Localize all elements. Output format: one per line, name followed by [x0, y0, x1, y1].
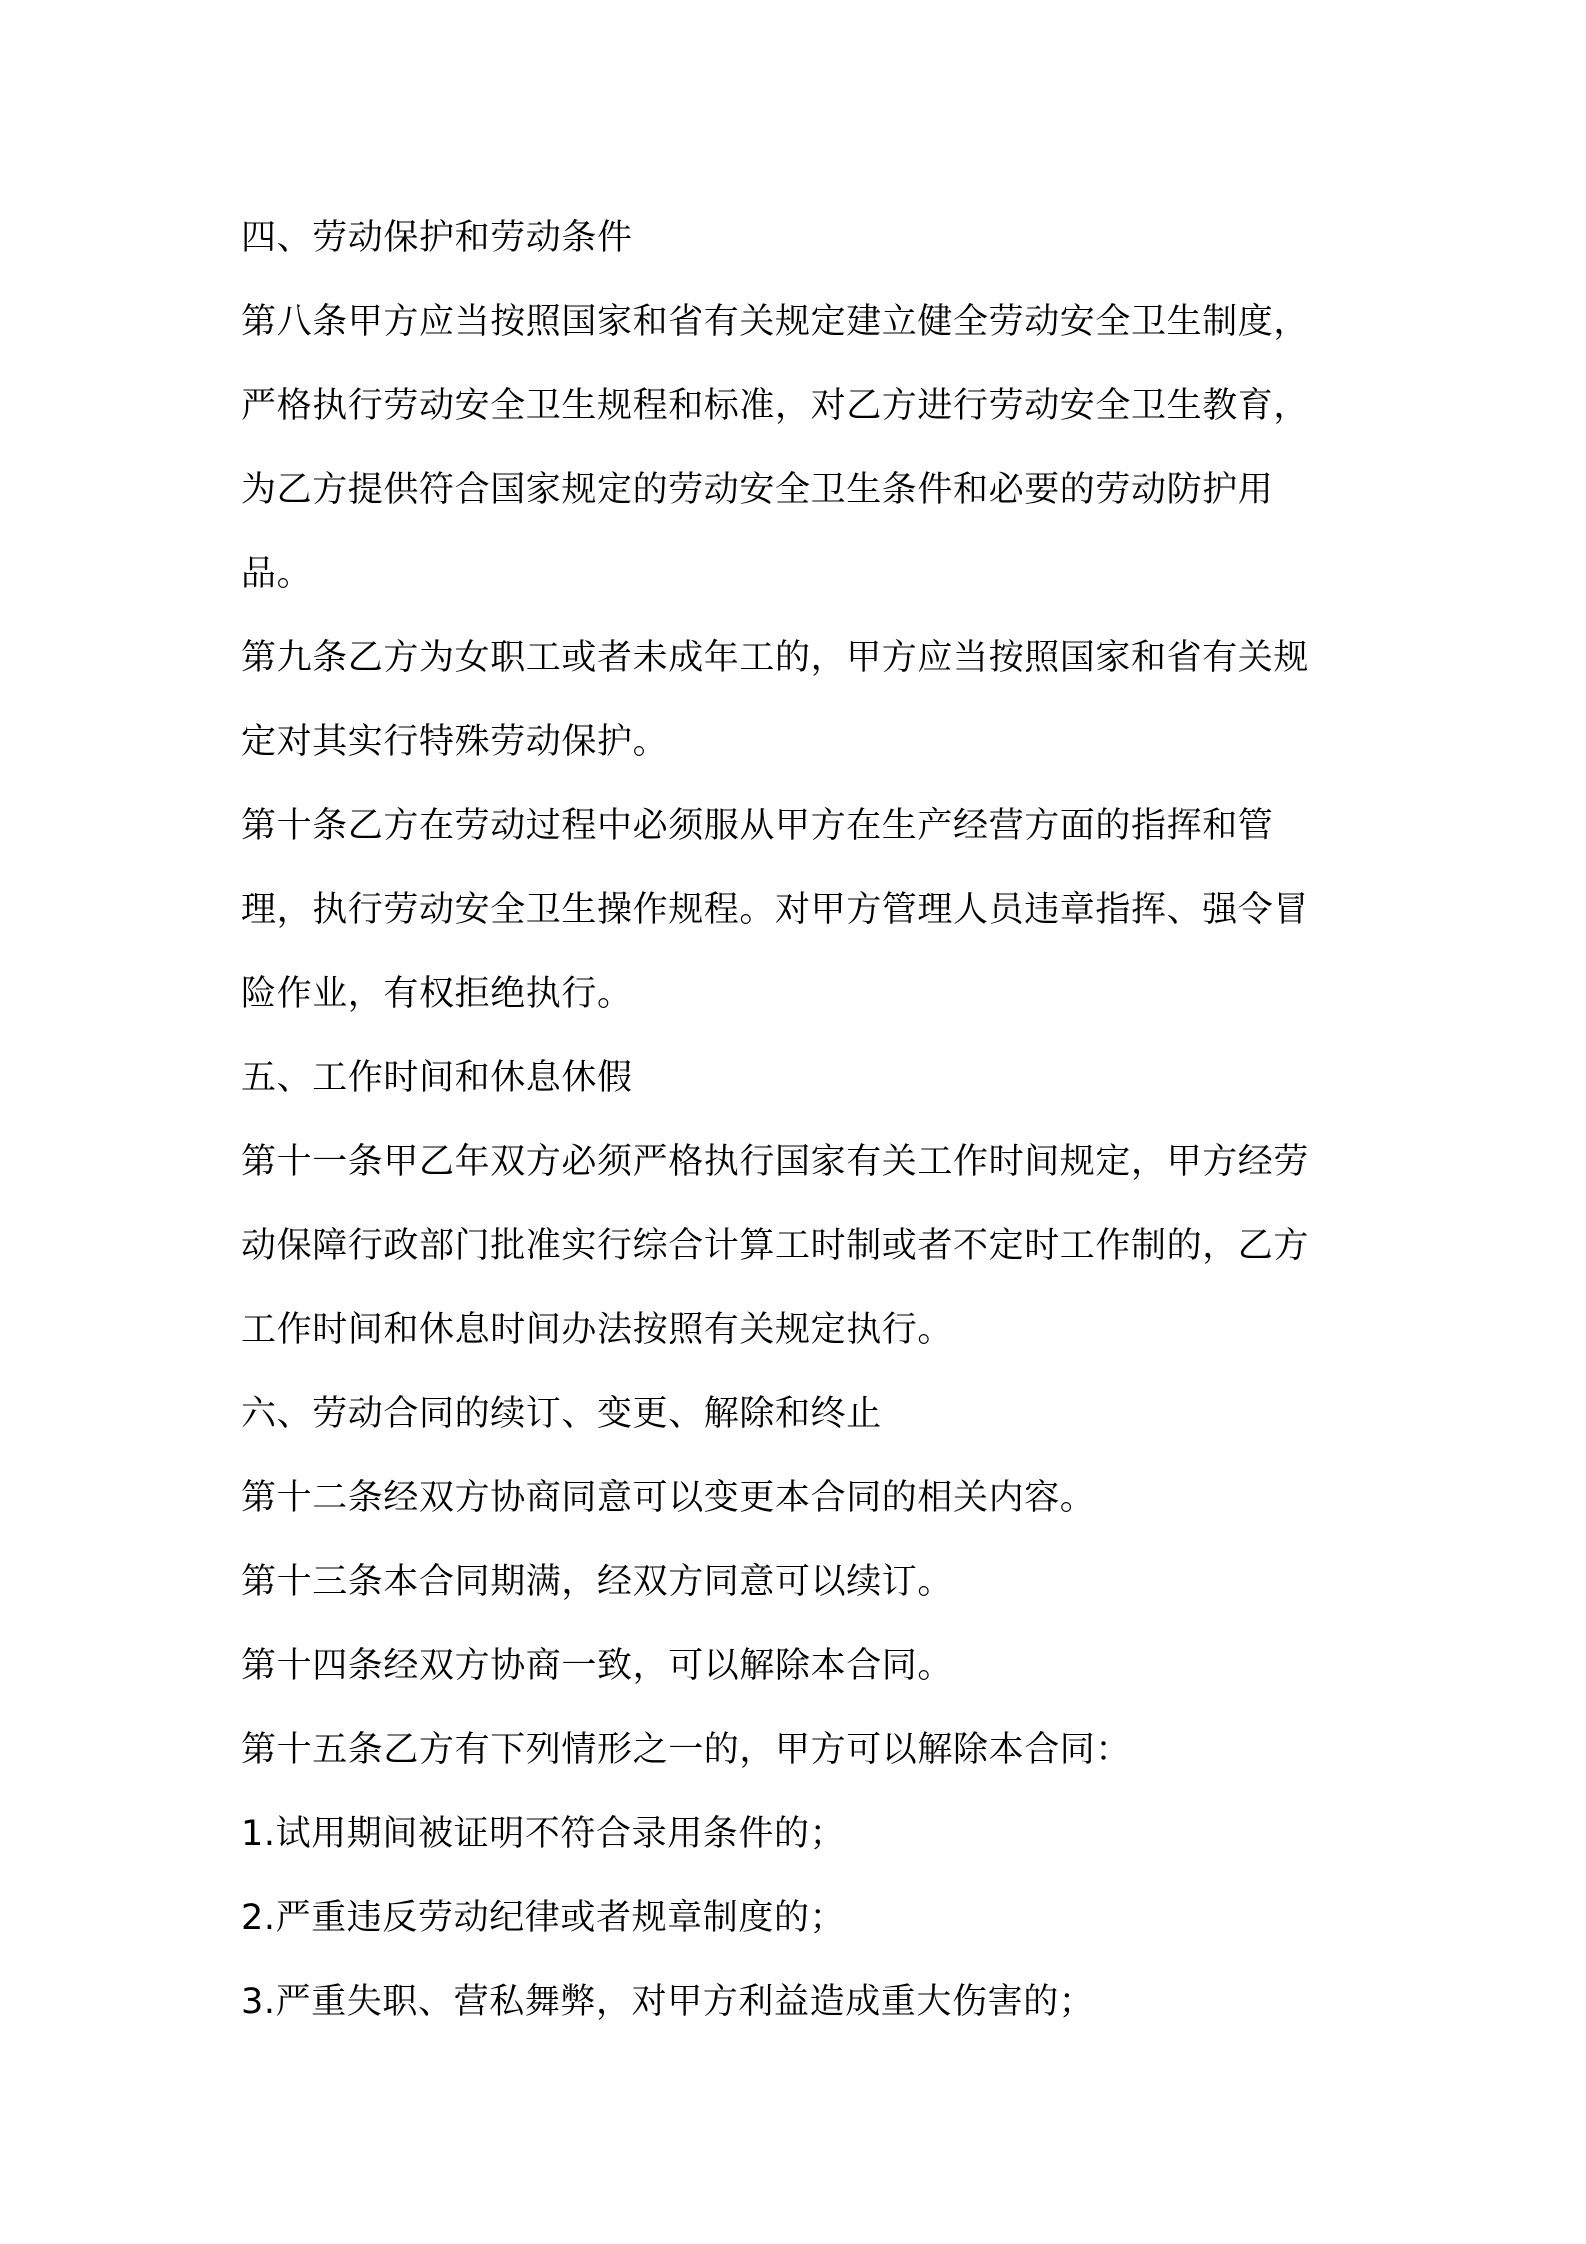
section-heading-contract-changes: 六、劳动合同的续订、变更、解除和终止: [241, 1394, 882, 1434]
article-10-line-2: 理，执行劳动安全卫生操作规程。对甲方管理人员违章指挥、强令冒: [241, 890, 1310, 930]
article-11-line-2: 动保障行政部门批准实行综合计算工时制或者不定时工作制的，乙方: [241, 1226, 1310, 1266]
document-body: [241, 196, 1361, 2044]
article-13: 第十三条本合同期满，经双方同意可以续订。: [241, 1562, 954, 1602]
article-11-line-3: 工作时间和休息时间办法按照有关规定执行。: [241, 1310, 954, 1350]
article-14: 第十四条经双方协商一致，可以解除本合同。: [241, 1646, 954, 1686]
article-11-line-1: 第十一条甲乙年双方必须严格执行国家有关工作时间规定，甲方经劳: [241, 1142, 1310, 1182]
article-9-line-1: 第九条乙方为女职工或者未成年工的，甲方应当按照国家和省有关规: [241, 638, 1310, 678]
article-12: 第十二条经双方协商同意可以变更本合同的相关内容。: [241, 1478, 1096, 1518]
article-8-line-3: 为乙方提供符合国家规定的劳动安全卫生条件和必要的劳动防护用: [241, 470, 1274, 510]
article-15-item-2: 2.严重违反劳动纪律或者规章制度的；: [241, 1898, 846, 1938]
article-10-line-3: 险作业，有权拒绝执行。: [241, 974, 633, 1014]
section-heading-labor-protection: 四、劳动保护和劳动条件: [241, 218, 633, 258]
article-15: 第十五条乙方有下列情形之一的，甲方可以解除本合同：: [241, 1730, 1132, 1770]
section-heading-working-hours: 五、工作时间和休息休假: [241, 1058, 633, 1098]
article-15-item-3: 3.严重失职、营私舞弊，对甲方利益造成重大伤害的；: [241, 1982, 1095, 2022]
article-9-line-2: 定对其实行特殊劳动保护。: [241, 722, 669, 762]
article-8-line-2: 严格执行劳动安全卫生规程和标准，对乙方进行劳动安全卫生教育，: [241, 386, 1310, 426]
article-8-line-4: 品。: [241, 554, 313, 594]
article-8-line-1: 第八条甲方应当按照国家和省有关规定建立健全劳动安全卫生制度，: [241, 302, 1310, 342]
article-15-item-1: 1.试用期间被证明不符合录用条件的；: [241, 1814, 846, 1854]
article-10-line-1: 第十条乙方在劳动过程中必须服从甲方在生产经营方面的指挥和管: [241, 806, 1274, 846]
